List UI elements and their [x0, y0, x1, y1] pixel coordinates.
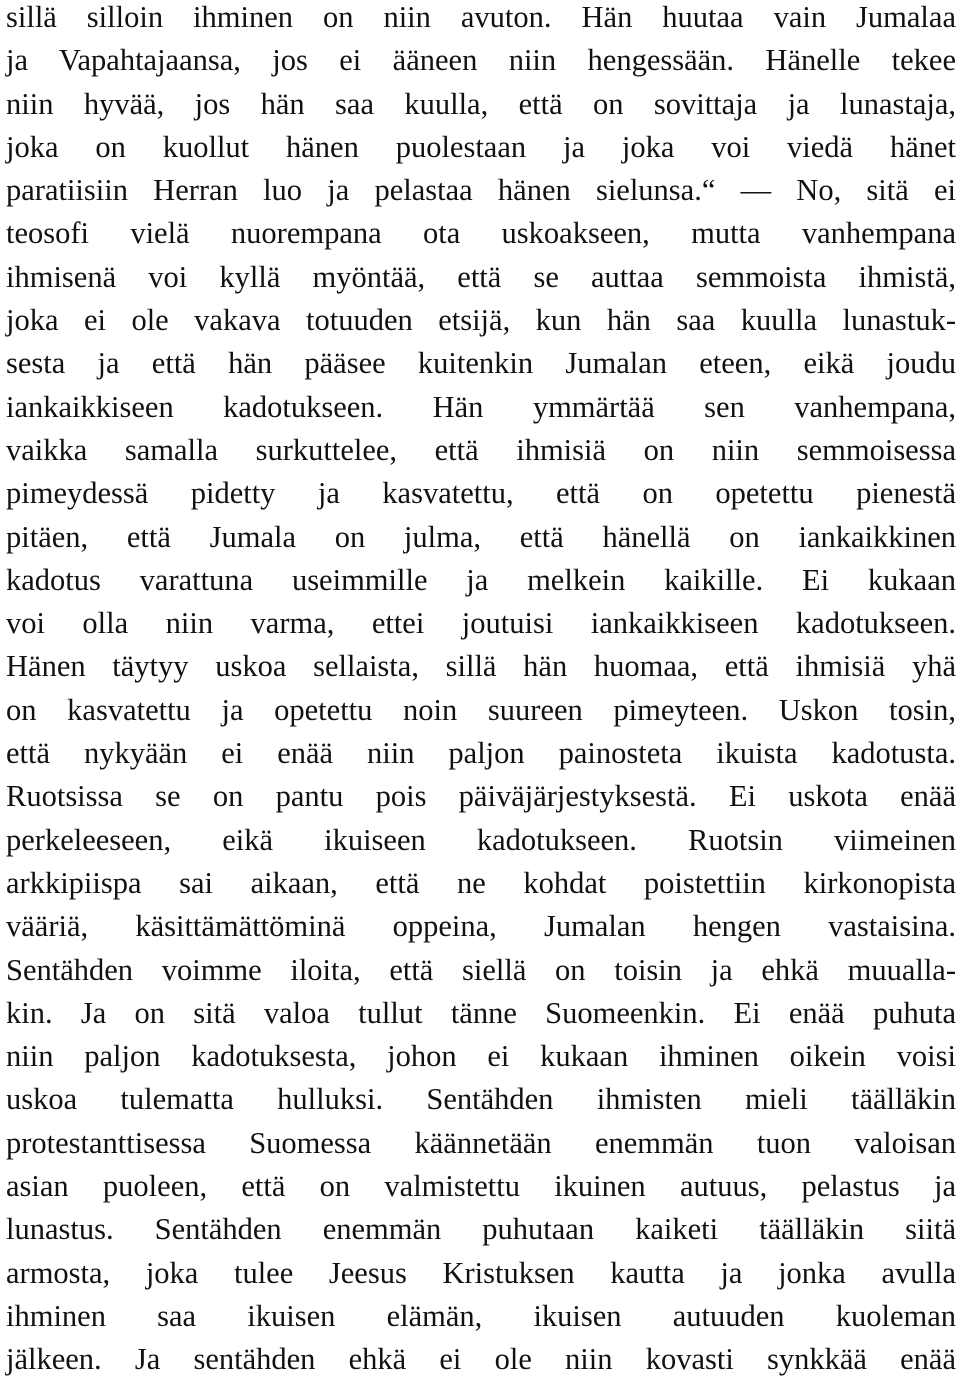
text-line: sesta ja että hän pääsee kuitenkin Jumalan eteen, eikä joudu [6, 346, 956, 381]
text-line: protestanttisessa Suomessa käännetään enemmän tuon valoisan [6, 1125, 956, 1160]
text-line: perkeleeseen, eikä ikuiseen kadotukseen. Ruotsin viimeinen [6, 822, 956, 857]
text-line: niin hyvää, jos hän saa kuulla, että on sovittaja ja lunastaja, [6, 86, 956, 121]
text-line: asian puoleen, että on valmistettu ikuinen autuus, pelastus ja [6, 1169, 956, 1204]
text-line: armosta, joka tulee Jeesus Kristuksen kautta ja jonka avulla [6, 1255, 956, 1290]
text-line: joka on kuollut hänen puolestaan ja joka voi viedä hänet [6, 129, 956, 164]
text-line: uskoa tulematta hulluksi. Sentähden ihmisten mieli täälläkin [6, 1082, 956, 1117]
text-line: lunastus. Sentähden enemmän puhutaan kaiketi täälläkin siitä [6, 1212, 956, 1247]
text-line: voi olla niin varma, ettei joutuisi iankaikkiseen kadotukseen. [6, 606, 956, 641]
text-line: arkkipiispa sai aikaan, että ne kohdat poistettiin kirkonopista [6, 865, 956, 900]
text-line: vääriä, käsittämättöminä oppeina, Jumalan hengen vastaisina. [6, 909, 956, 944]
text-line: teosofi vielä nuorempana ota uskoakseen, mutta vanhempana [6, 216, 956, 251]
text-line: pitäen, että Jumala on julma, että hänellä on iankaikkinen [6, 519, 956, 554]
text-line: Sentähden voimme iloita, että siellä on toisin ja ehkä muualla- [6, 952, 956, 987]
text-line: ihminen saa ikuisen elämän, ikuisen autuuden kuoleman [6, 1298, 956, 1333]
text-line: kin. Ja on sitä valoa tullut tänne Suomeenkin. Ei enää puhuta [6, 995, 956, 1030]
text-line: vaikka samalla surkuttelee, että ihmisiä on niin semmoisessa [6, 432, 956, 467]
text-line: Hänen täytyy uskoa sellaista, sillä hän huomaa, että ihmisiä yhä [6, 649, 956, 684]
text-line: sillä silloin ihminen on niin avuton. Hän huutaa vain Jumalaa [6, 0, 956, 34]
text-line: ihmisenä voi kyllä myöntää, että se auttaa semmoista ihmistä, [6, 259, 956, 294]
text-line: jälkeen. Ja sentähden ehkä ei ole niin kovasti synkkää enää [6, 1342, 956, 1377]
text-line: joka ei ole vakava totuuden etsijä, kun hän saa kuulla lunastuk- [6, 303, 956, 338]
text-line: iankaikkiseen kadotukseen. Hän ymmärtää sen vanhempana, [6, 389, 956, 424]
text-line: niin paljon kadotuksesta, johon ei kukaan ihminen oikein voisi [6, 1039, 956, 1074]
text-line: että nykyään ei enää niin paljon painosteta ikuista kadotusta. [6, 736, 956, 771]
text-line: ja Vapahtajaansa, jos ei ääneen niin hengessään. Hänelle tekee [6, 43, 956, 78]
text-line: pimeydessä pidetty ja kasvatettu, että on opetettu pienestä [6, 476, 956, 511]
text-line: on kasvatettu ja opetettu noin suureen pimeyteen. Uskon tosin, [6, 692, 956, 727]
text-line: Ruotsissa se on pantu pois päiväjärjestyksestä. Ei uskota enää [6, 779, 956, 814]
text-line: kadotus varattuna useimmille ja melkein kaikille. Ei kukaan [6, 562, 956, 597]
text-line: paratiisiin Herran luo ja pelastaa hänen sielunsa.“ — No, sitä ei [6, 173, 956, 208]
